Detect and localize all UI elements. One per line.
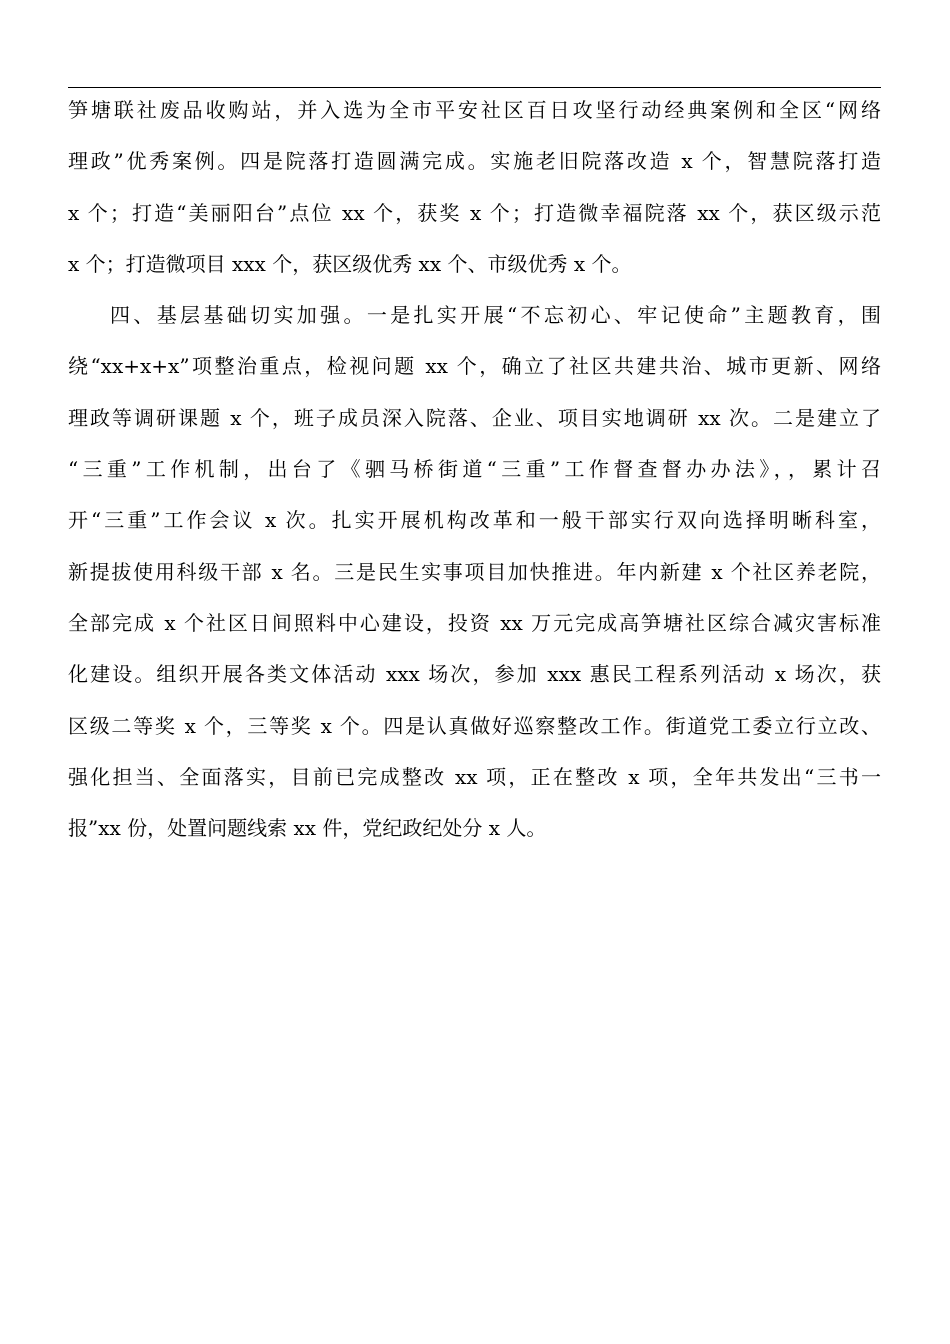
text-line: x 个；打造“美丽阳台”点位 xx 个，获奖 x 个；打造微幸福院落 xx 个，获区级示范: [68, 200, 881, 225]
text-line: 报”xx 份，处置问题线索 xx 件，党纪政纪处分 x 人。: [68, 816, 547, 841]
text-line: 理政等调研课题 x 个，班子成员深入院落、企业、项目实地调研 xx 次。二是建立了: [68, 405, 881, 430]
text-line: 新提拔使用科级干部 x 名。三是民生实事项目加快推进。年内新建 x 个社区养老院，: [68, 559, 881, 584]
text-line: 开“三重”工作会议 x 次。扎实开展机构改革和一般干部实行双向选择明晰科室，: [68, 508, 881, 533]
text-line: 全部完成 x 个社区日间照料中心建设，投资 xx 万元完成高笋塘社区综合减灾害标准: [68, 610, 881, 635]
paragraph-continuation: [68, 92, 881, 297]
paragraph-section-four: [68, 297, 881, 861]
text-line: “三重”工作机制，出台了《驷马桥街道“三重”工作督查督办办法》，，累计召: [68, 457, 881, 482]
text-line: 区级二等奖 x 个，三等奖 x 个。四是认真做好巡察整改工作。街道党工委立行立改、: [68, 713, 881, 738]
text-line: 四、基层基础切实加强。一是扎实开展“不忘初心、牢记使命”主题教育，围: [110, 303, 881, 328]
text-line: x 个；打造微项目 xxx 个，获区级优秀 xx 个、市级优秀 x 个。: [68, 251, 632, 276]
text-line: 笋塘联社废品收购站，并入选为全市平安社区百日攻坚行动经典案例和全区“网络: [68, 98, 881, 122]
text-line: 强化担当、全面落实，目前已完成整改 xx 项，正在整改 x 项，全年共发出“三书一: [68, 764, 881, 789]
text-line: 化建设。组织开展各类文体活动 xxx 场次，参加 xxx 惠民工程系列活动 x 场次，获: [68, 662, 881, 687]
document-body: [68, 92, 881, 861]
text-line: 理政”优秀案例。四是院落打造圆满完成。实施老旧院落改造 x 个，智慧院落打造: [68, 149, 881, 174]
text-line: 绕“xx+x+x”项整治重点，检视问题 xx 个，确立了社区共建共治、城市更新、网络: [68, 354, 881, 379]
header-rule: [68, 87, 881, 88]
